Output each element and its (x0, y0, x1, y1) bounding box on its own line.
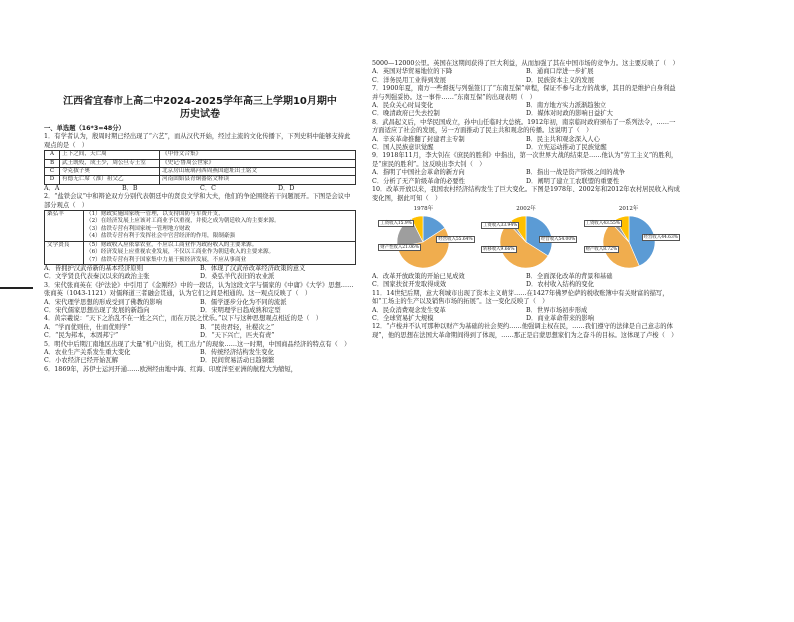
option[interactable]: C．宋代儒家思想出现了发展的新趋向 (44, 306, 150, 314)
slice-label: 财产性收入21.06% (380, 244, 420, 250)
q2-item: （1）财政实施国家统一管理，以支持国防与军费开支， (86, 211, 224, 218)
q7-options (372, 102, 680, 119)
option[interactable]: C．“民为邦本，本固邦宁” (44, 332, 119, 340)
exam-title: 江西省宜春市上高二中2024-2025学年高三上学期10月期中 (63, 96, 337, 107)
option[interactable]: B．B (122, 184, 138, 192)
table-row (45, 151, 356, 159)
q8-options (372, 136, 680, 153)
q2-item: （5）财政收入应依靠农业，不应以工商业作为政府收入的主要来源。 (86, 241, 258, 248)
option[interactable]: C．文学贤良代表秦汉以来的政治主张 (44, 273, 150, 281)
q2-side: 文学贤良 (45, 241, 84, 264)
slice-label: 经营收入55.64% (438, 236, 473, 242)
table-row (45, 241, 356, 264)
option[interactable]: D．阐明了建立工农联盟的重要性 (526, 177, 620, 185)
q10-options (372, 273, 680, 290)
q2-items (84, 211, 356, 242)
q12-stem: 12．“卢梭并不认可那种以财产为基础的社会契约……他强调主权在民，……我们遵守的法律是自己意志的体现”，他的思想在法国大革命期间得到了体现，……那正是启蒙思想家们为之奋斗的目标。这体现了卢梭（ ） (372, 323, 678, 339)
option[interactable]: D．D (278, 184, 295, 192)
q1-cell: 《史记·鲁周公世家》 (160, 159, 356, 167)
option[interactable]: A．指明了中国社会革命的新方向 (372, 169, 465, 177)
pie-chart-1978 (378, 205, 473, 271)
option[interactable]: D．桑弘羊代表旧的农业派 (200, 273, 275, 281)
q1-table (44, 150, 356, 185)
table-row (45, 211, 356, 242)
q1-options (44, 185, 356, 193)
option[interactable]: C．晚清政府已失去控制 (372, 110, 440, 118)
q2-item: （6）经济发展上应重视农业发展，不仅以工商业作为朝廷收入的主要来源。 (86, 249, 275, 256)
slice-label: 工资收入33.94% (482, 222, 518, 228)
option[interactable]: C．C (200, 184, 216, 192)
q8-stem: 8．武昌起义后，中华民国成立，孙中山任临时大总统。1912年初，南京临时政府颁布了一系列法令，……一方面适应了社会的发展，另一方面推动了民主共和观念的传播。这说明了（ ） (372, 118, 676, 135)
option[interactable]: C．洋务民用工业得到发展 (372, 76, 447, 84)
chart-year: 2012年 (618, 205, 639, 212)
q1-stem: 1．有学者认为，殷周时期已经出现了“六艺”，而从汉代开始，经过主流的文化传播下，下列史料中能够支持此观点的是（ ） (44, 133, 351, 149)
option[interactable]: A．宋代理学思想的形成受到了佛教的影响 (44, 298, 162, 306)
option[interactable]: B．民主共和观念深入人心 (526, 135, 600, 143)
chart-year: 1978年 (413, 205, 434, 212)
option[interactable]: C．国家扶贫开发取得成效 (372, 281, 447, 289)
q1-cell: 北京房山琉璃河西周燕国遗址出土铭文 (160, 168, 356, 176)
table-row (45, 176, 356, 184)
option[interactable]: B．通商口岸进一步扩展 (526, 68, 594, 76)
q2-table (44, 210, 356, 265)
option[interactable]: B．指出一战是资产阶级之间的战争 (526, 169, 626, 177)
q6-options (372, 68, 680, 85)
q6-stem: 6．1869年，苏伊士运河开通……欧洲经由地中海、红海、印度洋至亚洲的航程大为缩短， (44, 365, 298, 373)
option[interactable]: D．“天下兴亡，匹夫有责” (200, 332, 275, 340)
q1-cell: C (45, 168, 60, 176)
q9-options (372, 169, 680, 186)
q1-cell: 有德无亡席（淮）祖父乙 (60, 176, 160, 184)
q4-stem: 4．黄宗羲说：“天下之治乱不在一姓之兴亡，而在万民之忧乐。”以下与这种思想观点相近的是（ ） (44, 315, 323, 323)
q1-cell: 武王既殁，成王少，周公旦专王室 (60, 159, 160, 167)
option[interactable]: A．民众消费观念发生变革 (372, 306, 446, 314)
q2-item: （7）盐铁专营有利于国家集中力量干预经济发展，不应从事商业 (86, 256, 247, 263)
option[interactable]: C．全球贸易扩大规模 (372, 314, 434, 322)
exam-subtitle: 历史试卷 (180, 109, 220, 120)
q1-cell: 《甲骨文合集》 (160, 151, 356, 159)
option[interactable]: D．农村收入结构的变化 (526, 281, 595, 289)
table-row (45, 168, 356, 176)
slice-label: 工资收入15.9% (380, 220, 412, 226)
option[interactable]: A．皆拥护汉武帝新的基本经济原则 (44, 264, 144, 272)
q2-items (84, 241, 356, 264)
pie-chart-2012 (584, 205, 678, 271)
option[interactable]: D．立宪运动推动了民族觉醒 (526, 144, 607, 152)
option[interactable]: C．分析了无产阶级革命的必要性 (372, 177, 465, 185)
q10-pie-charts (372, 206, 680, 271)
table-row (45, 159, 356, 167)
q1-cell: A (45, 151, 60, 159)
q2-side: 桑弘羊 (45, 211, 84, 242)
option[interactable]: A．A (44, 184, 60, 192)
q1-cell: D (45, 176, 60, 184)
slice-label: 经营收入44.63% (643, 234, 678, 240)
option[interactable]: B．世界市场初步形成 (526, 306, 588, 314)
option[interactable]: B．“民贵君轻，社稷次之” (200, 323, 275, 331)
q2-stem: 2．“盐铁会议”中和辩论双方分别代表朝廷中的贤良文学和大夫，他们的争论围绕若干问题展开。下图是会议中部分观点（ ） (44, 193, 351, 209)
q1-cell: 令克拔子奥 (60, 168, 160, 176)
option[interactable]: D．民族资本主义的发展 (526, 76, 595, 84)
exam-header (44, 0, 356, 121)
option[interactable]: A．辛亥革命推翻了封建君主专制 (372, 135, 465, 143)
option[interactable]: D．商业革命带来的影响 (526, 314, 595, 322)
q1-cell: 河南固始县青铜器铭文释读 (160, 176, 356, 184)
q2-options (44, 265, 356, 282)
q3-options (44, 299, 356, 316)
option[interactable]: B．南方地方实力派渐趋独立 (526, 102, 607, 110)
option[interactable]: D．民间贸易活动日趋频繁 (200, 357, 275, 365)
left-column (44, 0, 356, 562)
option[interactable]: A．英国对华贸易地位的下降 (372, 68, 453, 76)
chart-year: 2002年 (516, 205, 536, 212)
slice-label: 工资收入43.55% (585, 220, 620, 226)
option[interactable]: C．国人民族意识觉醒 (372, 144, 434, 152)
q7-stem: 7．1900年夏，南方一些督抚与列强签订了“东南互保”章程，保证不参与北方的战事，其目的是维护自身利益并与列强妥协。这一事件……“东南互保”的出现表明（ ） (372, 85, 676, 101)
option[interactable]: B．全面深化改革的背景和基础 (526, 272, 613, 280)
q1-cell: B (45, 159, 60, 167)
q2-item: （3）盐铁专营有利国家统一管理地方财政 (86, 225, 191, 232)
option[interactable]: A．“学而优则仕，仕而优则学” (44, 323, 131, 331)
q6-stem-continued: 5000—12000公里。英国在这期间获得了巨大利益，从而加强了其在中国市场的竞争力。这主要反映了（ ） (372, 60, 679, 67)
q11-stem: 11．14世纪后期，意大利城市出现了资本主义萌芽……在1427年佛罗伦萨的税收账簿中有关财富的描写，如“工场主的生产以及销售市场的拓展”。这一变化反映了（ ） (372, 289, 669, 306)
q9-stem: 9．1918年11月，李大钊在《庶民的胜利》中指出，第一次世界大战的结束是……他认为“劳工主义”的胜利，是“庶民的胜利”。这反映出李大钊（ ） (372, 152, 678, 168)
margin-mark (0, 287, 33, 289)
option[interactable]: B．传统经济结构发生变化 (200, 348, 274, 356)
q1-cell: 上下之间，天亡周 (60, 151, 160, 159)
option[interactable]: A．农业生产关系发生重大变化 (44, 348, 131, 356)
q4-options (44, 324, 356, 341)
q3-stem: 3．宋代张商英在《护法论》中引用了《金刚经》中的一段话，认为这段文字与儒家的《中庸》《大学》思想……张商英（1043-1121）对儒释道三者融会贯通，认为它们之间是相通的。这一观点反映了（ ） (44, 281, 354, 298)
q2-item: （4）盐铁专营有利于发挥社会中官营经济的作用，限制豪强 (86, 233, 235, 240)
option[interactable]: B．体现了汉武帝改革经济政策的意义 (200, 264, 306, 272)
q11-options (372, 307, 680, 324)
section-heading: 一、单选题（16*3=48分） (44, 125, 125, 132)
option[interactable]: A．改革开放政策的开始已见成效 (372, 272, 465, 280)
right-column (372, 0, 680, 622)
q10-stem: 10．改革开放以来，我国农村经济结构发生了巨大变化。下图是1978年、2002年和2012年农村居民收入构成变化图，据此可知（ ） (372, 186, 680, 202)
option[interactable]: A．民众关心时局变化 (372, 102, 434, 110)
slice-label: 经营收入54.00% (540, 236, 576, 242)
option[interactable]: D．媒体对时政的影响日益扩大 (526, 110, 613, 118)
option[interactable]: D．宋明理学日趋成熟和定型 (200, 306, 281, 314)
slice-label: 财产收入8.72% (585, 246, 618, 252)
q5-options (44, 349, 356, 366)
q2-item: （2）在经济发展上应该对工商业予以重视，并使之成为朝廷收入的主要来源。 (86, 218, 280, 225)
option[interactable]: B．儒学逐步分化为不同的流派 (200, 298, 287, 306)
option[interactable]: C．小农经济已经开始瓦解 (44, 357, 119, 365)
slice-label: 转移收入9.66% (482, 246, 515, 252)
pie-chart-2002 (481, 205, 576, 271)
q5-stem: 5．明代中后期江南地区出现了大量“机户出资，机工出力”的现象……这一时期，中国商品经济的特点有（ ） (44, 340, 351, 348)
